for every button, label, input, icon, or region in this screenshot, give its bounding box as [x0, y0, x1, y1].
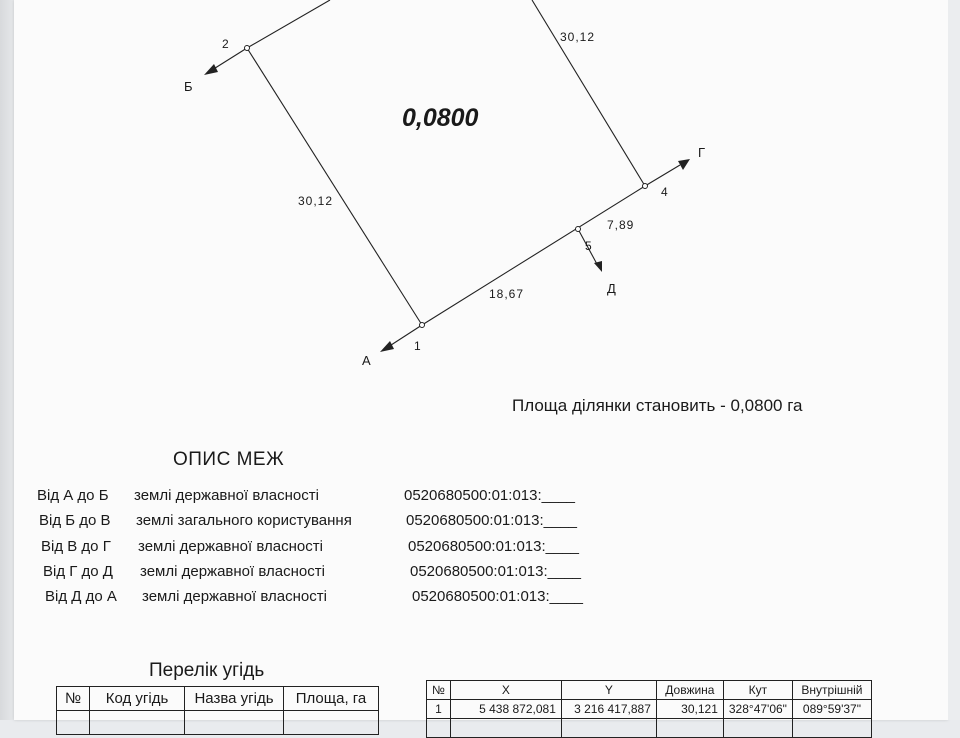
boundary-code: 0520680500:01:013:____	[412, 588, 584, 605]
column-header: Кут	[723, 681, 792, 700]
direction-line-b	[212, 48, 247, 70]
coordinates-table	[426, 680, 872, 738]
arrowhead-d	[594, 261, 602, 272]
table-row	[427, 719, 872, 738]
boundary-right	[532, 0, 645, 186]
boundary-left	[247, 48, 422, 325]
boundary-desc: землі державної власності	[138, 538, 323, 555]
table-cell: 089°59'37"	[792, 700, 871, 719]
vertex-1	[420, 323, 425, 328]
vertex-4	[643, 184, 648, 189]
vertex-5	[576, 227, 581, 232]
boundary-row	[41, 538, 579, 555]
boundary-top	[247, 0, 330, 48]
arrowhead-g	[678, 159, 690, 170]
table-cell: 328°47'06"	[723, 700, 792, 719]
parcel-area-label: 0,0800	[402, 104, 479, 132]
land-list-table	[56, 686, 379, 735]
boundary-from: Від Д до А	[45, 588, 117, 605]
table-cell: 30,121	[656, 700, 723, 719]
table-cell: 1	[427, 700, 451, 719]
boundary-desc: землі державної власності	[134, 487, 319, 504]
column-header: Площа, га	[284, 687, 379, 711]
length-4-5: 7,89	[607, 218, 635, 232]
boundary-code: 0520680500:01:013:____	[404, 487, 576, 504]
boundary-desc: землі державної власності	[140, 563, 325, 580]
boundary-desc: землі загального користування	[136, 512, 352, 529]
boundary-from: Від Б до В	[39, 512, 111, 529]
direction-line-g	[645, 165, 680, 186]
column-header: №	[57, 687, 90, 711]
column-header: Довжина	[656, 681, 723, 700]
vertex-label-5: 5	[585, 239, 592, 253]
vertex-label-1: 1	[414, 339, 421, 353]
direction-label-g: Г	[698, 145, 706, 160]
vertex-label-2: 2	[222, 37, 229, 51]
boundary-code: 0520680500:01:013:____	[408, 538, 580, 555]
vertex-2	[245, 46, 250, 51]
boundary-row	[39, 512, 577, 529]
boundary-row	[37, 487, 575, 504]
column-header: Y	[561, 681, 656, 700]
table-cell: 3 216 417,887	[561, 700, 656, 719]
boundary-from: Від В до Г	[41, 538, 111, 555]
length-5-1: 18,67	[489, 287, 525, 301]
land-list-title: Перелік угідь	[149, 660, 265, 681]
column-header: №	[427, 681, 451, 700]
boundary-from: Від Г до Д	[43, 563, 113, 580]
boundary-from: Від А до Б	[37, 487, 109, 504]
column-header: Код угідь	[90, 687, 185, 711]
direction-label-b: Б	[184, 79, 193, 94]
boundary-code: 0520680500:01:013:____	[406, 512, 578, 529]
table-row	[427, 700, 872, 719]
length-left: 30,12	[298, 194, 334, 208]
column-header: Назва угідь	[185, 687, 284, 711]
boundary-desc: землі державної власності	[142, 588, 327, 605]
boundary-row	[43, 563, 581, 580]
arrowhead-a	[380, 341, 394, 352]
boundaries-title: ОПИС МЕЖ	[173, 449, 285, 470]
vertex-label-4: 4	[661, 185, 668, 199]
direction-label-a: А	[362, 353, 371, 368]
table-header-row	[427, 681, 872, 700]
direction-label-d: Д	[607, 281, 616, 296]
table-cell: 5 438 872,081	[450, 700, 561, 719]
arrowhead-b	[204, 64, 218, 75]
length-top-right: 30,12	[560, 30, 596, 44]
boundary-row	[45, 588, 583, 605]
column-header: X	[450, 681, 561, 700]
boundary-bottom	[422, 186, 645, 325]
area-statement: Площа ділянки становить - 0,0800 га	[512, 396, 803, 415]
table-header-row	[57, 687, 379, 711]
table-row	[57, 711, 379, 735]
boundary-code: 0520680500:01:013:____	[410, 563, 582, 580]
column-header: Внутрішній	[792, 681, 871, 700]
